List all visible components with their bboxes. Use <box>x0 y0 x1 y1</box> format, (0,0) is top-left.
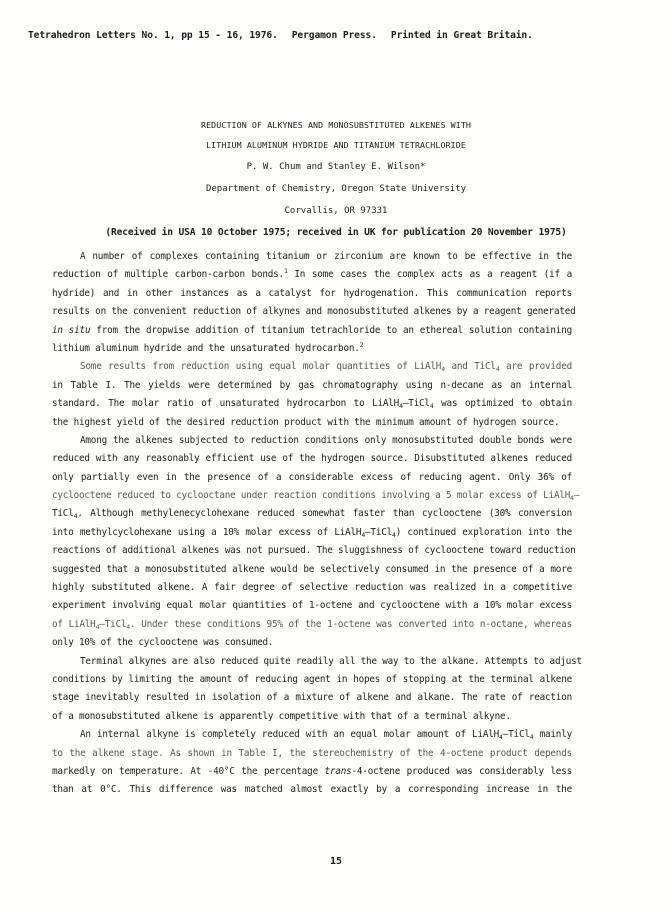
body-line: of LiAlH$_4$–TiCl$_4$. Under these conditions 95% of the 1-octene was converted into n-octane, whereas <box>52 618 572 631</box>
body-line: markedly on temperature. At -40°C the percentage trans-4-octene produced was considerably less <box>52 765 573 777</box>
authors: P. W. Chum and Stanley E. Wilson* <box>246 162 426 172</box>
publisher: Pergamon Press. <box>291 30 377 41</box>
article-body <box>52 248 582 800</box>
body-line: than at 0°C. This difference was matched almost exactly by a corresponding increase in the <box>52 784 572 796</box>
printed-in: Printed in Great Britain. <box>390 30 533 41</box>
article-title-line-2: LITHIUM ALUMINUM HYDRIDE AND TITANIUM TETRACHLORIDE <box>206 140 466 150</box>
body-line: highly substituted alkene. A fair degree of selective reduction was realized in a competitive <box>52 582 572 594</box>
body-line: stage inevitably resulted in isolation of a mixture of alkene and alkane. The rate of reaction <box>52 692 572 704</box>
body-line: experiment involving equal molar quantities of 1-octene and cyclooctene with a 10% molar excess <box>52 600 572 612</box>
body-line: Terminal alkynes are also reduced quite readily all the way to the alkane. Attempts to adjust <box>80 655 582 667</box>
body-line: the highest yield of the desired reduction product with the minimum amount of hydrogen source. <box>52 416 560 428</box>
body-line: hydride) and in other instances as a catalyst for hydrogenation. This communication reports <box>52 287 572 299</box>
body-line: An internal alkyne is completely reduced with an equal molar amount of LiAlH$_4$–TiCl$_4$ mainly <box>80 729 573 742</box>
body-line: results on the convenient reduction of alkynes and monosubstituted alkenes by a reagent generated <box>52 306 576 318</box>
body-line: Among the alkenes subjected to reduction conditions only monosubstituted double bonds were <box>80 434 572 446</box>
body-line: standard. The molar ratio of unsaturated hydrocarbon to LiAlH$_4$–TiCl$_4$ was optimized to obtain <box>52 398 572 411</box>
body-line: Some results from reduction using equal molar quantities of LiAlH$_4$ and TiCl$_4$ are provided <box>80 361 573 374</box>
affiliation-department: Department of Chemistry, Oregon State University <box>205 184 467 194</box>
body-line: in situ from the dropwise addition of titanium tetrachloride to an ethereal solution containing <box>52 324 572 336</box>
body-line: of a monosubstituted alkene is apparently competitive with that of a terminal alkyne. <box>52 710 511 722</box>
body-line: cyclooctene reduced to cyclooctane under reaction conditions involving a 5 molar excess of LiAlH$_4$– <box>52 490 580 503</box>
body-line: only 10% of the cyclooctene was consumed. <box>52 637 274 649</box>
body-line: lithium aluminum hydride and the unsaturated hydrocarbon.$^2$ <box>52 340 364 354</box>
article-title-line-1: REDUCTION OF ALKYNES AND MONOSUBSTITUTED ALKENES WITH <box>200 120 472 130</box>
body-line: only partially even in the presence of a considerable excess of reducing agent. Only 36% of <box>52 471 572 483</box>
body-line: into methylcyclohexane using a 10% molar excess of LiAlH$_4$–TiCl$_4$) continued exploration into the <box>52 526 572 539</box>
body-line: to the alkene stage. As shown in Table I, the stereochemistry of the 4-octene product depends <box>52 747 572 759</box>
body-line: suggested that a monosubstituted alkene would be selectively consumed in the presence of a more <box>52 563 572 575</box>
body-line: in Table I. The yields were determined by gas chromatography using n-decane as an internal <box>52 379 572 391</box>
received-dates: (Received in USA 10 October 1975; received in UK for publication 20 November 1975) <box>105 227 567 238</box>
running-header <box>28 30 648 41</box>
body-line: reduction of multiple carbon-carbon bonds.$^1$ In some cases the complex acts as a reagent (if a <box>52 267 572 281</box>
body-line: reduced with any reasonably efficient use of the hydrogen source. Disubstituted alkenes reduced <box>52 453 572 465</box>
body-line: reactions of additional alkenes was not pursued. The sluggishness of cyclooctene toward reduction <box>52 545 576 557</box>
page-number: 15 <box>329 856 343 867</box>
journal-citation: Tetrahedron Letters No. 1, pp 15 - 16, 1976. <box>28 30 278 41</box>
body-line: conditions by limiting the amount of reducing agent in hopes of stopping at the terminal alkene <box>52 673 572 685</box>
body-line: TiCl$_4$. Although methylenecyclohexane reduced somewhat faster than cyclooctene (30% conversion <box>52 508 572 521</box>
affiliation-city: Corvallis, OR 97331 <box>284 206 388 216</box>
body-line: A number of complexes containing titanium or zirconium are known to be effective in the <box>80 251 572 262</box>
